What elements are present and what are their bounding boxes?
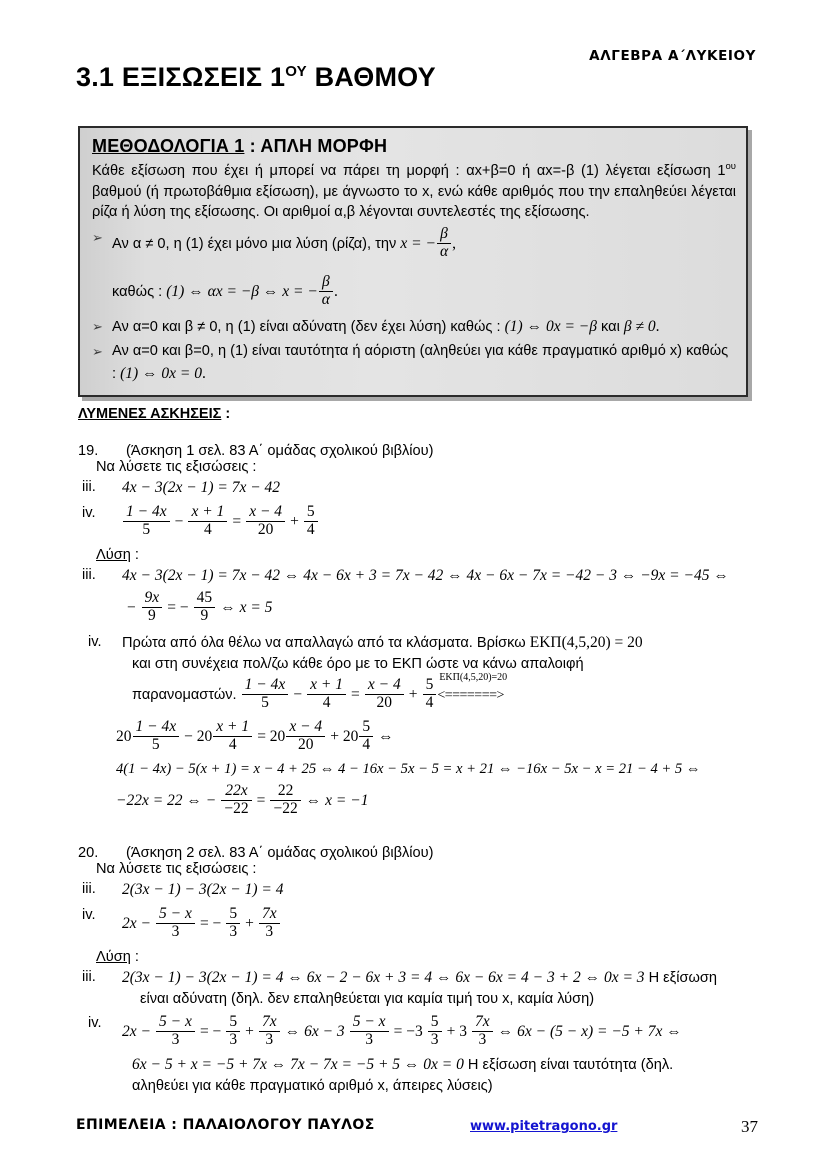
fraction [286, 719, 325, 753]
fraction-denominator: 4 [306, 520, 315, 538]
document-header-subject: ΑΛΓΕΒΡΑ Α΄ΛΥΚΕΙΟΥ [589, 48, 756, 64]
fraction-numerator: x − 4 [365, 677, 404, 695]
methodology-bullet-2-body [112, 316, 736, 338]
exercise-19-solution-iii-line-2 [126, 591, 768, 625]
methodology-bullet-3-text: Αν α=0 και β=0, η (1) είναι ταυτότητα ή αόριστη (αληθεύει για κάθε πραγματικό αριθμό x) καθώς : [112, 343, 729, 382]
exercise-20-item-iv-label: iv. [82, 907, 96, 923]
methodology-bullet-1-sub [112, 275, 736, 309]
fraction-denominator: 20 [257, 520, 274, 538]
exercise-19-item-iv-equation [122, 505, 768, 539]
exercise-19-item-iii-label: iii. [82, 479, 96, 495]
fraction-numerator: 5 [359, 719, 373, 737]
fraction-denominator: 4 [204, 520, 212, 538]
fraction-denominator: 5 [151, 736, 160, 754]
fraction [472, 1014, 493, 1048]
fraction-denominator: −22 [273, 799, 298, 817]
solution-iv-text-1 [122, 634, 768, 652]
methodology-bullet-1-sub-period: . [333, 283, 338, 301]
exercise-19-item-iii [78, 479, 768, 497]
fraction-denominator: 3 [265, 1031, 274, 1049]
fraction-denominator: 9 [147, 607, 156, 625]
fraction-numerator: 5 [428, 1014, 442, 1032]
fraction-denominator: 3 [430, 1031, 439, 1049]
methodology-title-rest: : ΑΠΛΗ ΜΟΡΦΗ [244, 136, 388, 156]
fraction-denominator: α [321, 291, 330, 309]
solution-label-rest: : [130, 949, 139, 966]
exercise-19-solution-iv [78, 634, 768, 652]
exercise-19-solution-iv-line-4 [116, 781, 768, 818]
methodology-box [78, 126, 748, 397]
fraction-denominator: 3 [171, 922, 180, 940]
fraction-denominator: 3 [171, 1031, 180, 1049]
fraction-numerator: 5 [423, 677, 437, 695]
exercise-20-solution-iii [78, 969, 768, 987]
exercise-19-item-iv [78, 505, 768, 539]
operator-minus: − [174, 513, 184, 531]
exercise-19-header [78, 443, 768, 459]
solved-exercises-heading-rest: : [221, 406, 231, 422]
fraction-denominator: 3 [478, 1031, 487, 1049]
exercise-20-solution-iv-line-3: αληθεύει για κάθε πραγματικό αριθμό x, άπειρες λύσεις) [132, 1077, 493, 1094]
fraction-numerator: 1 − 4x [242, 677, 289, 695]
ekp-annotation [437, 671, 508, 704]
solution-iii-math: 2(3x − 1) − 3(2x − 1) = 4 ⇔ 6x − 2 − 6x + 3 = 4 ⇔ 6x − 6x = 4 − 3 + 2 ⇔ 0x = 3 [122, 969, 645, 987]
fraction [226, 906, 240, 940]
page-title [76, 62, 436, 93]
solution-iv-ekp-value: ΕΚΠ(4,5,20) = 20 [529, 633, 643, 651]
methodology-bullet-1-math: x = − [400, 235, 436, 253]
solution-iv-l4-lead: −22x = 22 ⇔ − [116, 791, 217, 809]
fraction-numerator: x − 4 [286, 719, 325, 737]
methodology-bullet-3-end: . [202, 364, 206, 382]
operator-equals: = [232, 513, 242, 531]
fraction-numerator: x + 1 [188, 504, 227, 522]
fraction-denominator: 3 [265, 922, 274, 940]
solution-iii-line-1 [122, 969, 768, 987]
fraction-denominator: 4 [425, 693, 434, 711]
methodology-bullet-2-text: Αν α=0 και β ≠ 0, η (1) είναι αδύνατη (δεν έχει λύση) καθώς : [112, 318, 505, 335]
fraction [259, 906, 280, 940]
fraction-numerator: β [437, 226, 451, 244]
fraction-denominator: α [439, 242, 449, 260]
ekp-annotation-label: ΕΚΠ(4,5,20)=20 [439, 671, 508, 683]
exercise-20-item-iii-equation: 2(3x − 1) − 3(2x − 1) = 4 [122, 881, 284, 898]
fraction-numerator: 5 − x [156, 1014, 195, 1032]
solved-exercises-heading [78, 406, 230, 422]
methodology-bullet-3-math: (1) ⇔ 0x = 0 [120, 364, 203, 382]
fraction-denominator: 20 [376, 693, 393, 711]
methodology-bullet-2-math2: β ≠ 0 [623, 317, 656, 335]
solution-iv-e: = −3 [393, 1023, 423, 1041]
exercise-20-solution-label [96, 949, 768, 965]
fraction-numerator: 5 − x [350, 1014, 389, 1032]
solution-label-rest: : [130, 547, 139, 564]
solution-iii-lead: − [126, 599, 137, 617]
solution-iii-line-1: 4x − 3(2x − 1) = 7x − 42 ⇔ 4x − 6x + 3 = 7x − 42 ⇔ 4x − 6x − 7x = −42 − 3 ⇔ −9x = −45 ⇔ [122, 567, 729, 585]
exercise-19-solution-iv-equation-row [132, 671, 768, 712]
solution-iv-b: = − [199, 1023, 222, 1041]
fraction-denominator: 5 [142, 520, 151, 538]
methodology-bullet-1-body [112, 227, 736, 261]
fraction [307, 677, 346, 711]
fraction [423, 677, 437, 711]
fraction-denominator: 3 [229, 922, 238, 940]
methodology-bullet-1-sub-math: (1) ⇔ αx = −β ⇔ x = − [166, 283, 318, 301]
exercise-20 [78, 845, 768, 1094]
fraction [246, 504, 285, 538]
item-iv-lead: 2x − [122, 915, 151, 933]
fraction [142, 590, 163, 624]
equivalence-symbol: ⇔ [378, 728, 394, 746]
methodology-bullet-1-text: Αν α ≠ 0, η (1) έχει μόνο μια λύση (ρίζα), την [112, 236, 401, 253]
exercise-19-solution-iv-text-2: και στη συνέχεια πολ/ζω κάθε όρο με το ΕΚΠ ώστε να κάνω απαλοιφή [132, 655, 584, 672]
operator-equals: = [256, 791, 266, 809]
footer-author: ΕΠΙΜΕΛΕΙΑ : ΠΑΛΑΙΟΛΟΓΟΥ ΠΑΥΛΟΣ [76, 1117, 375, 1133]
solution-iv-l4-tail: ⇔ x = −1 [305, 791, 369, 809]
fraction [226, 1014, 240, 1048]
solution-iv-label: iv. [88, 633, 102, 650]
exercise-19-source: (Άσκηση 1 σελ. 83 Α΄ ομάδας σχολικού βιβλίου) [126, 443, 434, 459]
methodology-paragraph-part2: βαθμού (ή πρωτοβάθμια εξίσωση), με άγνωστο το x, ενώ κάθε αριθμός που την επαληθεύει λέγεται ρίζα ή λύση της εξίσωσης. Οι αριθμοί α,β λέγονται συντελεστές της εξίσωσης. [92, 183, 736, 221]
fraction-denominator: 3 [229, 1031, 238, 1049]
exercise-20-item-iii-label: iii. [82, 881, 96, 897]
exercise-20-solution-iv [78, 1015, 768, 1049]
exercise-20-header [78, 845, 768, 861]
page-footer [0, 1117, 828, 1143]
solution-iii-tail: Η εξίσωση [644, 970, 717, 987]
methodology-bullet-2-math: (1) ⇔ 0x = −β [504, 317, 597, 335]
bullet-arrow-icon: ➢ [92, 230, 103, 246]
fraction [221, 783, 251, 817]
fraction [133, 719, 180, 753]
fraction-numerator: 22x [221, 783, 251, 801]
fraction-denominator: 4 [322, 693, 331, 711]
fraction [428, 1014, 442, 1048]
solution-iv-label: iv. [88, 1015, 102, 1032]
solution-iv-d: ⇔ 6x − 3 [284, 1023, 345, 1041]
methodology-bullet-3-body [112, 341, 736, 385]
bullet-arrow-icon: ➢ [92, 344, 103, 360]
solution-iv-a: 2x − [122, 1023, 151, 1041]
exercise-20-source: (Άσκηση 2 σελ. 83 Α΄ ομάδας σχολικού βιβλίου) [126, 845, 434, 861]
fraction-denominator: −22 [224, 799, 249, 817]
exercise-20-item-iii [78, 881, 768, 899]
fraction-numerator: x − 4 [246, 504, 285, 522]
fraction-numerator: 1 − 4x [133, 719, 180, 737]
exercise-19-solution-iii [78, 567, 768, 585]
methodology-title-underlined: ΜΕΘΟΔΟΛΟΓΙΑ 1 [92, 136, 245, 156]
multiplier-1: 20 [116, 728, 132, 746]
solution-iv-f: + 3 [446, 1023, 467, 1041]
fraction-numerator: 1 − 4x [123, 504, 170, 522]
fraction-numerator: 5 [226, 906, 240, 924]
solution-iii-tail: ⇔ x = 5 [220, 599, 273, 617]
fraction-numerator: 7x [259, 1014, 280, 1032]
page-title-superscript: ΟΥ [285, 63, 307, 80]
operator-plus: + [245, 915, 254, 933]
fraction [259, 1014, 280, 1048]
methodology-bullet-1-sub-lead: καθώς : [112, 284, 167, 301]
operator-equals: = [351, 686, 360, 704]
operator-minus: − [293, 686, 303, 704]
methodology-paragraph-part1: Κάθε εξίσωση που έχει ή μπορεί να πάρει τη μορφή : αx+β=0 ή αx=-β (1) λέγεται εξίσωση 1 [92, 162, 726, 179]
solution-iv-narrative-3: παρανομαστών. [132, 687, 237, 704]
fraction [242, 677, 289, 711]
methodology-bullet-1-sub-fraction [319, 274, 333, 308]
fraction-denominator: 3 [365, 1031, 374, 1049]
fraction-denominator: 20 [297, 736, 314, 754]
fraction-numerator: 7x [259, 906, 280, 924]
operator-equals-minus: = − [199, 915, 222, 933]
exercise-19-number: 19. [78, 443, 99, 459]
operator-equals-minus: = − [167, 599, 189, 617]
solution-iv-c: + [245, 1023, 254, 1041]
fraction [304, 504, 318, 538]
fraction [359, 719, 373, 753]
methodology-bullet-2-mid: και [596, 318, 624, 335]
fraction-numerator: 7x [472, 1014, 493, 1032]
methodology-title [92, 136, 736, 157]
exercise-19 [78, 443, 768, 818]
solution-label-underlined: Λύση [96, 547, 131, 564]
bullet-arrow-icon: ➢ [92, 318, 103, 334]
page-title-main: 3.1 ΕΞΙΣΩΣΕΙΣ 1 [76, 62, 286, 92]
exercise-19-item-iv-label: iv. [82, 505, 96, 521]
methodology-paragraph-sup: ου [725, 161, 736, 172]
multiplier-2: − 20 [184, 728, 213, 746]
methodology-paragraph [92, 160, 736, 223]
solution-label-underlined: Λύση [96, 949, 131, 966]
exercise-20-number: 20. [78, 845, 99, 861]
methodology-bullet-1-fraction [437, 226, 451, 260]
methodology-bullet-1 [92, 227, 736, 261]
fraction-denominator: 5 [261, 693, 269, 711]
exercise-19-item-iii-equation: 4x − 3(2x − 1) = 7x − 42 [122, 479, 281, 496]
exercise-20-solution-iii-line-2: είναι αδύνατη (δηλ. δεν επαληθεύεται για καμία τιμή του x, καμία λύση) [140, 991, 595, 1008]
operator-plus: + [290, 513, 299, 531]
fraction-numerator: β [319, 274, 333, 292]
fraction-denominator: 4 [362, 736, 371, 754]
fraction-numerator: 5 − x [156, 906, 195, 924]
fraction-numerator: 5 [226, 1014, 240, 1032]
solution-iv-line-1 [122, 1015, 768, 1049]
multiplier-4: + 20 [330, 728, 359, 746]
methodology-bullet-3 [92, 341, 736, 385]
exercise-19-instruction: Να λύσετε τις εξισώσεις : [96, 459, 257, 475]
solution-iii-label: iii. [82, 567, 96, 584]
exercise-20-item-iv-equation [122, 907, 768, 941]
footer-page-number: 37 [741, 1117, 758, 1136]
solution-iv-narrative-1: Πρώτα από όλα θέλω να απαλλαγώ από τα κλάσματα. Βρίσκω [122, 634, 530, 651]
solved-exercises-heading-underlined: ΛΥΜΕΝΕΣ ΑΣΚΗΣΕΙΣ [78, 406, 222, 422]
fraction [270, 783, 300, 817]
multiplier-3: = 20 [257, 728, 286, 746]
fraction-numerator: x + 1 [307, 677, 346, 695]
fraction-numerator: 9x [142, 590, 163, 608]
exercise-20-instruction: Να λύσετε τις εξισώσεις : [96, 861, 257, 877]
fraction-numerator: 5 [304, 504, 318, 522]
fraction-numerator: 22 [270, 783, 300, 801]
ekp-annotation-arrow-icon: <=======> [437, 687, 504, 703]
fraction [188, 504, 227, 538]
fraction [213, 719, 252, 753]
fraction-numerator: 45 [194, 590, 216, 608]
fraction [365, 677, 404, 711]
solution-iv-l2-tail: Η εξίσωση είναι ταυτότητα (δηλ. [463, 1056, 674, 1073]
fraction-denominator: 4 [228, 736, 237, 754]
operator-plus: + [408, 686, 418, 704]
exercise-20-item-iv [78, 907, 768, 941]
fraction [156, 906, 195, 940]
methodology-bullet-2-end: . [655, 317, 660, 335]
fraction [194, 590, 216, 624]
solution-iv-g: ⇔ 6x − (5 − x) = −5 + 7x ⇔ [497, 1023, 682, 1041]
solution-iv-l2-math: 6x − 5 + x = −5 + 7x ⇔ 7x − 7x = −5 + 5 ⇔ 0x = 0 [132, 1055, 464, 1073]
solution-iii-label: iii. [82, 969, 96, 986]
exercise-19-solution-label [96, 547, 768, 563]
exercise-20-solution-iv-line-2 [132, 1056, 768, 1074]
fraction-denominator: 9 [200, 607, 209, 625]
footer-website-link[interactable]: www.pitetragono.gr [470, 1119, 618, 1134]
methodology-bullet-2 [92, 316, 736, 338]
page-title-tail: ΒΑΘΜΟΥ [306, 62, 436, 92]
exercise-19-solution-iv-line-2 [116, 720, 768, 754]
fraction-numerator: x + 1 [213, 719, 252, 737]
exercise-19-solution-iv-line-3: 4(1 − 4x) − 5(x + 1) = x − 4 + 25 ⇔ 4 − 16x − 5x − 5 = x + 21 ⇔ −16x − 5x − x = 21 − 4 + 5 ⇔ [116, 760, 701, 777]
methodology-bullet-1-comma: , [452, 235, 456, 253]
fraction [156, 1014, 195, 1048]
fraction [123, 504, 170, 538]
fraction [350, 1014, 389, 1048]
